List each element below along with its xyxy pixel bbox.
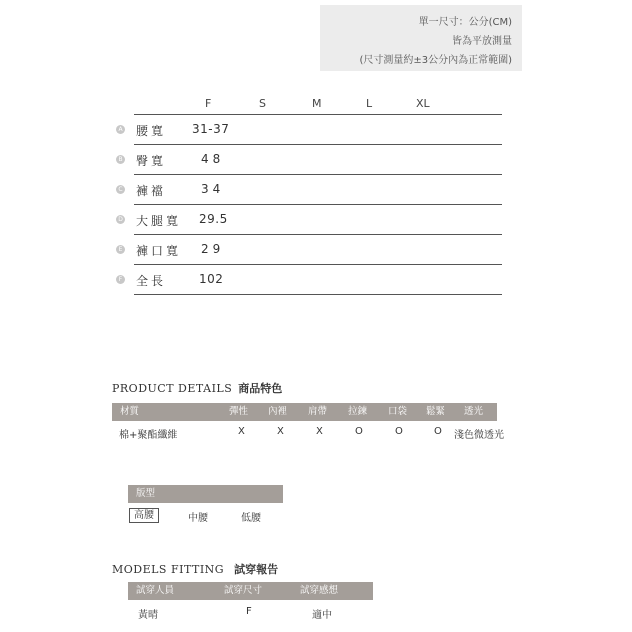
- models-fitting-title-en: MODELS FITTING: [112, 563, 225, 576]
- note-unit: 單一尺寸：公分(CM): [418, 17, 512, 28]
- model-feedback: 適中: [312, 610, 332, 621]
- product-details-title: [112, 380, 282, 396]
- value-transparency: 淺色微透光: [454, 430, 504, 441]
- fit-option-high-selected: 高腰: [129, 508, 159, 523]
- measurement-row-length: [112, 265, 502, 295]
- value-elasticity: X: [238, 426, 245, 437]
- measurement-label: 腰寬: [136, 124, 167, 138]
- row-letter-badge: E: [116, 245, 125, 254]
- measurement-value: 31-37: [192, 122, 230, 136]
- models-fitting-title-zh: 試穿報告: [234, 563, 279, 576]
- header-straps: 肩帶: [308, 406, 328, 417]
- value-zipper: O: [355, 426, 363, 437]
- row-letter-badge: F: [116, 275, 125, 284]
- measurement-value: 29: [201, 242, 225, 256]
- measurement-label: 全長: [136, 274, 167, 288]
- fit-option-mid: 中腰: [188, 513, 208, 524]
- row-letter-badge: B: [116, 155, 125, 164]
- note-tolerance: (尺寸測量約±3公分內為正常範圍): [359, 55, 512, 66]
- fit-header: 版型: [136, 488, 156, 499]
- measurement-value: 48: [201, 152, 225, 166]
- row-letter-badge: A: [116, 125, 125, 134]
- note-method: 皆為平放測量: [452, 36, 512, 47]
- fit-header-bar: [128, 485, 283, 503]
- value-straps: X: [316, 426, 323, 437]
- model-size: F: [246, 606, 252, 617]
- row-letter-badge: C: [116, 185, 125, 194]
- measurement-row-crotch: [112, 175, 502, 205]
- measurement-row-hem: [112, 235, 502, 265]
- size-header-s: S: [259, 97, 266, 110]
- row-letter-badge: D: [116, 215, 125, 224]
- models-fitting-title: [112, 561, 278, 577]
- measurement-value: 102: [199, 272, 224, 286]
- measurement-row-thigh: [112, 205, 502, 235]
- value-material: 棉+聚酯纖維: [119, 430, 178, 441]
- size-header-xl: XL: [416, 97, 430, 110]
- size-note: [320, 5, 522, 71]
- header-model: 試穿人員: [136, 585, 175, 596]
- measurement-label: 褲口寬: [136, 244, 182, 258]
- header-fit-size: 試穿尺寸: [224, 585, 263, 596]
- header-zipper: 拉鍊: [348, 406, 368, 417]
- product-details-title-en: PRODUCT DETAILS: [112, 382, 233, 395]
- size-header-f: F: [205, 97, 212, 110]
- product-details-header-bar: [112, 403, 497, 421]
- measurement-row-hip: [112, 145, 502, 175]
- measurement-value: 29.5: [199, 212, 228, 226]
- model-name: 黃晴: [138, 610, 158, 621]
- row-divider: [134, 294, 502, 295]
- measurement-label: 臀寬: [136, 154, 167, 168]
- measurement-label: 大腿寬: [136, 214, 182, 228]
- models-fitting-header-bar: [128, 582, 373, 600]
- value-lining: X: [277, 426, 284, 437]
- measurement-label: 褲襠: [136, 184, 167, 198]
- value-elastic: O: [434, 426, 442, 437]
- measurement-row-waist: [112, 115, 502, 145]
- header-material: 材質: [120, 406, 140, 417]
- value-pocket: O: [395, 426, 403, 437]
- fit-option-low: 低腰: [241, 513, 261, 524]
- header-elasticity: 彈性: [229, 406, 249, 417]
- size-header-m: M: [312, 97, 322, 110]
- header-lining: 內裡: [268, 406, 288, 417]
- product-details-title-zh: 商品特色: [238, 382, 283, 395]
- header-pocket: 口袋: [388, 406, 408, 417]
- header-feedback: 試穿感想: [300, 585, 339, 596]
- size-header-l: L: [366, 97, 373, 110]
- header-elastic: 鬆緊: [426, 406, 446, 417]
- header-transparency: 透光: [464, 406, 484, 417]
- measurement-value: 34: [201, 182, 225, 196]
